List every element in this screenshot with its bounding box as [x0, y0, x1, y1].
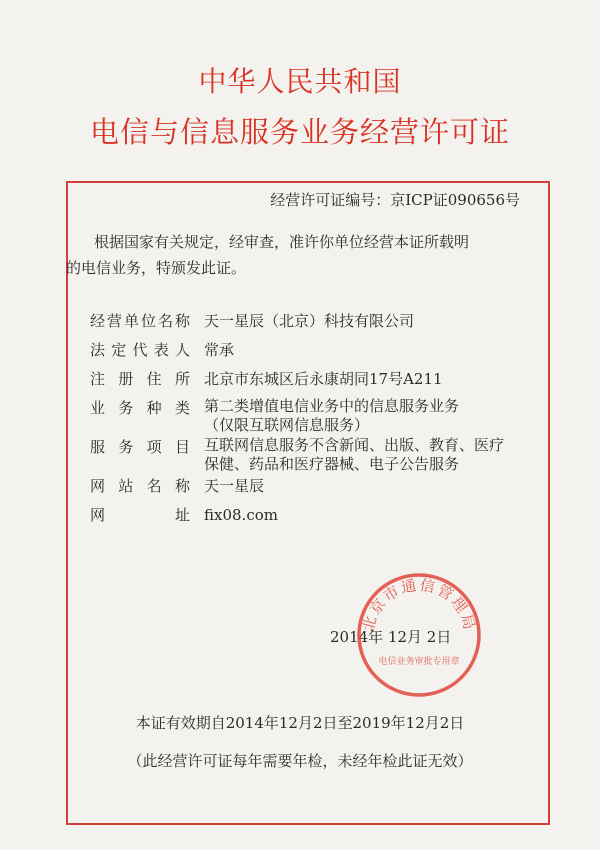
field-row-business-type [90, 397, 550, 435]
field-label: 法定代表人 [90, 341, 190, 359]
field-row-legal-rep [90, 339, 550, 361]
field-row-url [90, 504, 550, 526]
field-row-company [90, 310, 550, 332]
field-value [204, 397, 550, 435]
seal-outer-text: 北京市通信管理局 [358, 575, 480, 634]
field-label: 网站名称 [90, 477, 190, 495]
validity-period: 本证有效期自2014年12月2日至2019年12月2日 [135, 714, 465, 732]
field-row-service-items [90, 436, 550, 474]
intro-line-2: 的电信业务，特颁发此证。 [66, 259, 247, 277]
field-value: 北京市东城区后永康胡同17号A211 [204, 370, 443, 388]
field-value [204, 436, 550, 474]
license-fields [90, 310, 550, 533]
field-row-site-name [90, 475, 550, 497]
field-value-line: 第二类增值电信业务中的信息服务业务 [204, 397, 460, 415]
field-value: 常承 [204, 341, 235, 359]
field-label: 服务项目 [90, 438, 190, 456]
intro-line-1: 根据国家有关规定，经审查，准许你单位经营本证所载明 [94, 233, 470, 251]
intro-paragraph [66, 229, 536, 281]
annual-inspection-note: （此经营许可证每年需要年检，未经年检此证无效） [127, 752, 473, 770]
field-label: 业务种类 [90, 399, 190, 417]
field-value: 天一星辰 [204, 477, 265, 495]
svg-text:北京市通信管理局 [359, 576, 479, 633]
issue-date: 2014年 12月 2日 [330, 628, 452, 646]
field-label: 注册住所 [90, 370, 190, 388]
field-value-line: 互联网信息服务不含新闻、出版、教育、医疗 [204, 436, 505, 454]
field-value: fix08.com [204, 506, 278, 524]
field-label: 经营单位名称 [90, 312, 190, 330]
field-row-address [90, 368, 550, 390]
certificate-title: 电信与信息服务业务经营许可证 [89, 115, 510, 149]
official-seal-stamp [352, 568, 486, 702]
field-value-line: 保健、药品和医疗器械、电子公告服务 [204, 455, 460, 473]
field-value-line: （仅限互联网信息服务） [204, 416, 370, 434]
field-label: 网址 [90, 506, 190, 524]
seal-inner-text: 电信业务审批专用章 [378, 657, 460, 667]
field-value: 天一星辰（北京）科技有限公司 [204, 312, 415, 330]
license-number: 经营许可证编号：京ICP证090656号 [270, 191, 520, 209]
certificate-title-country: 中华人民共和国 [198, 65, 402, 98]
